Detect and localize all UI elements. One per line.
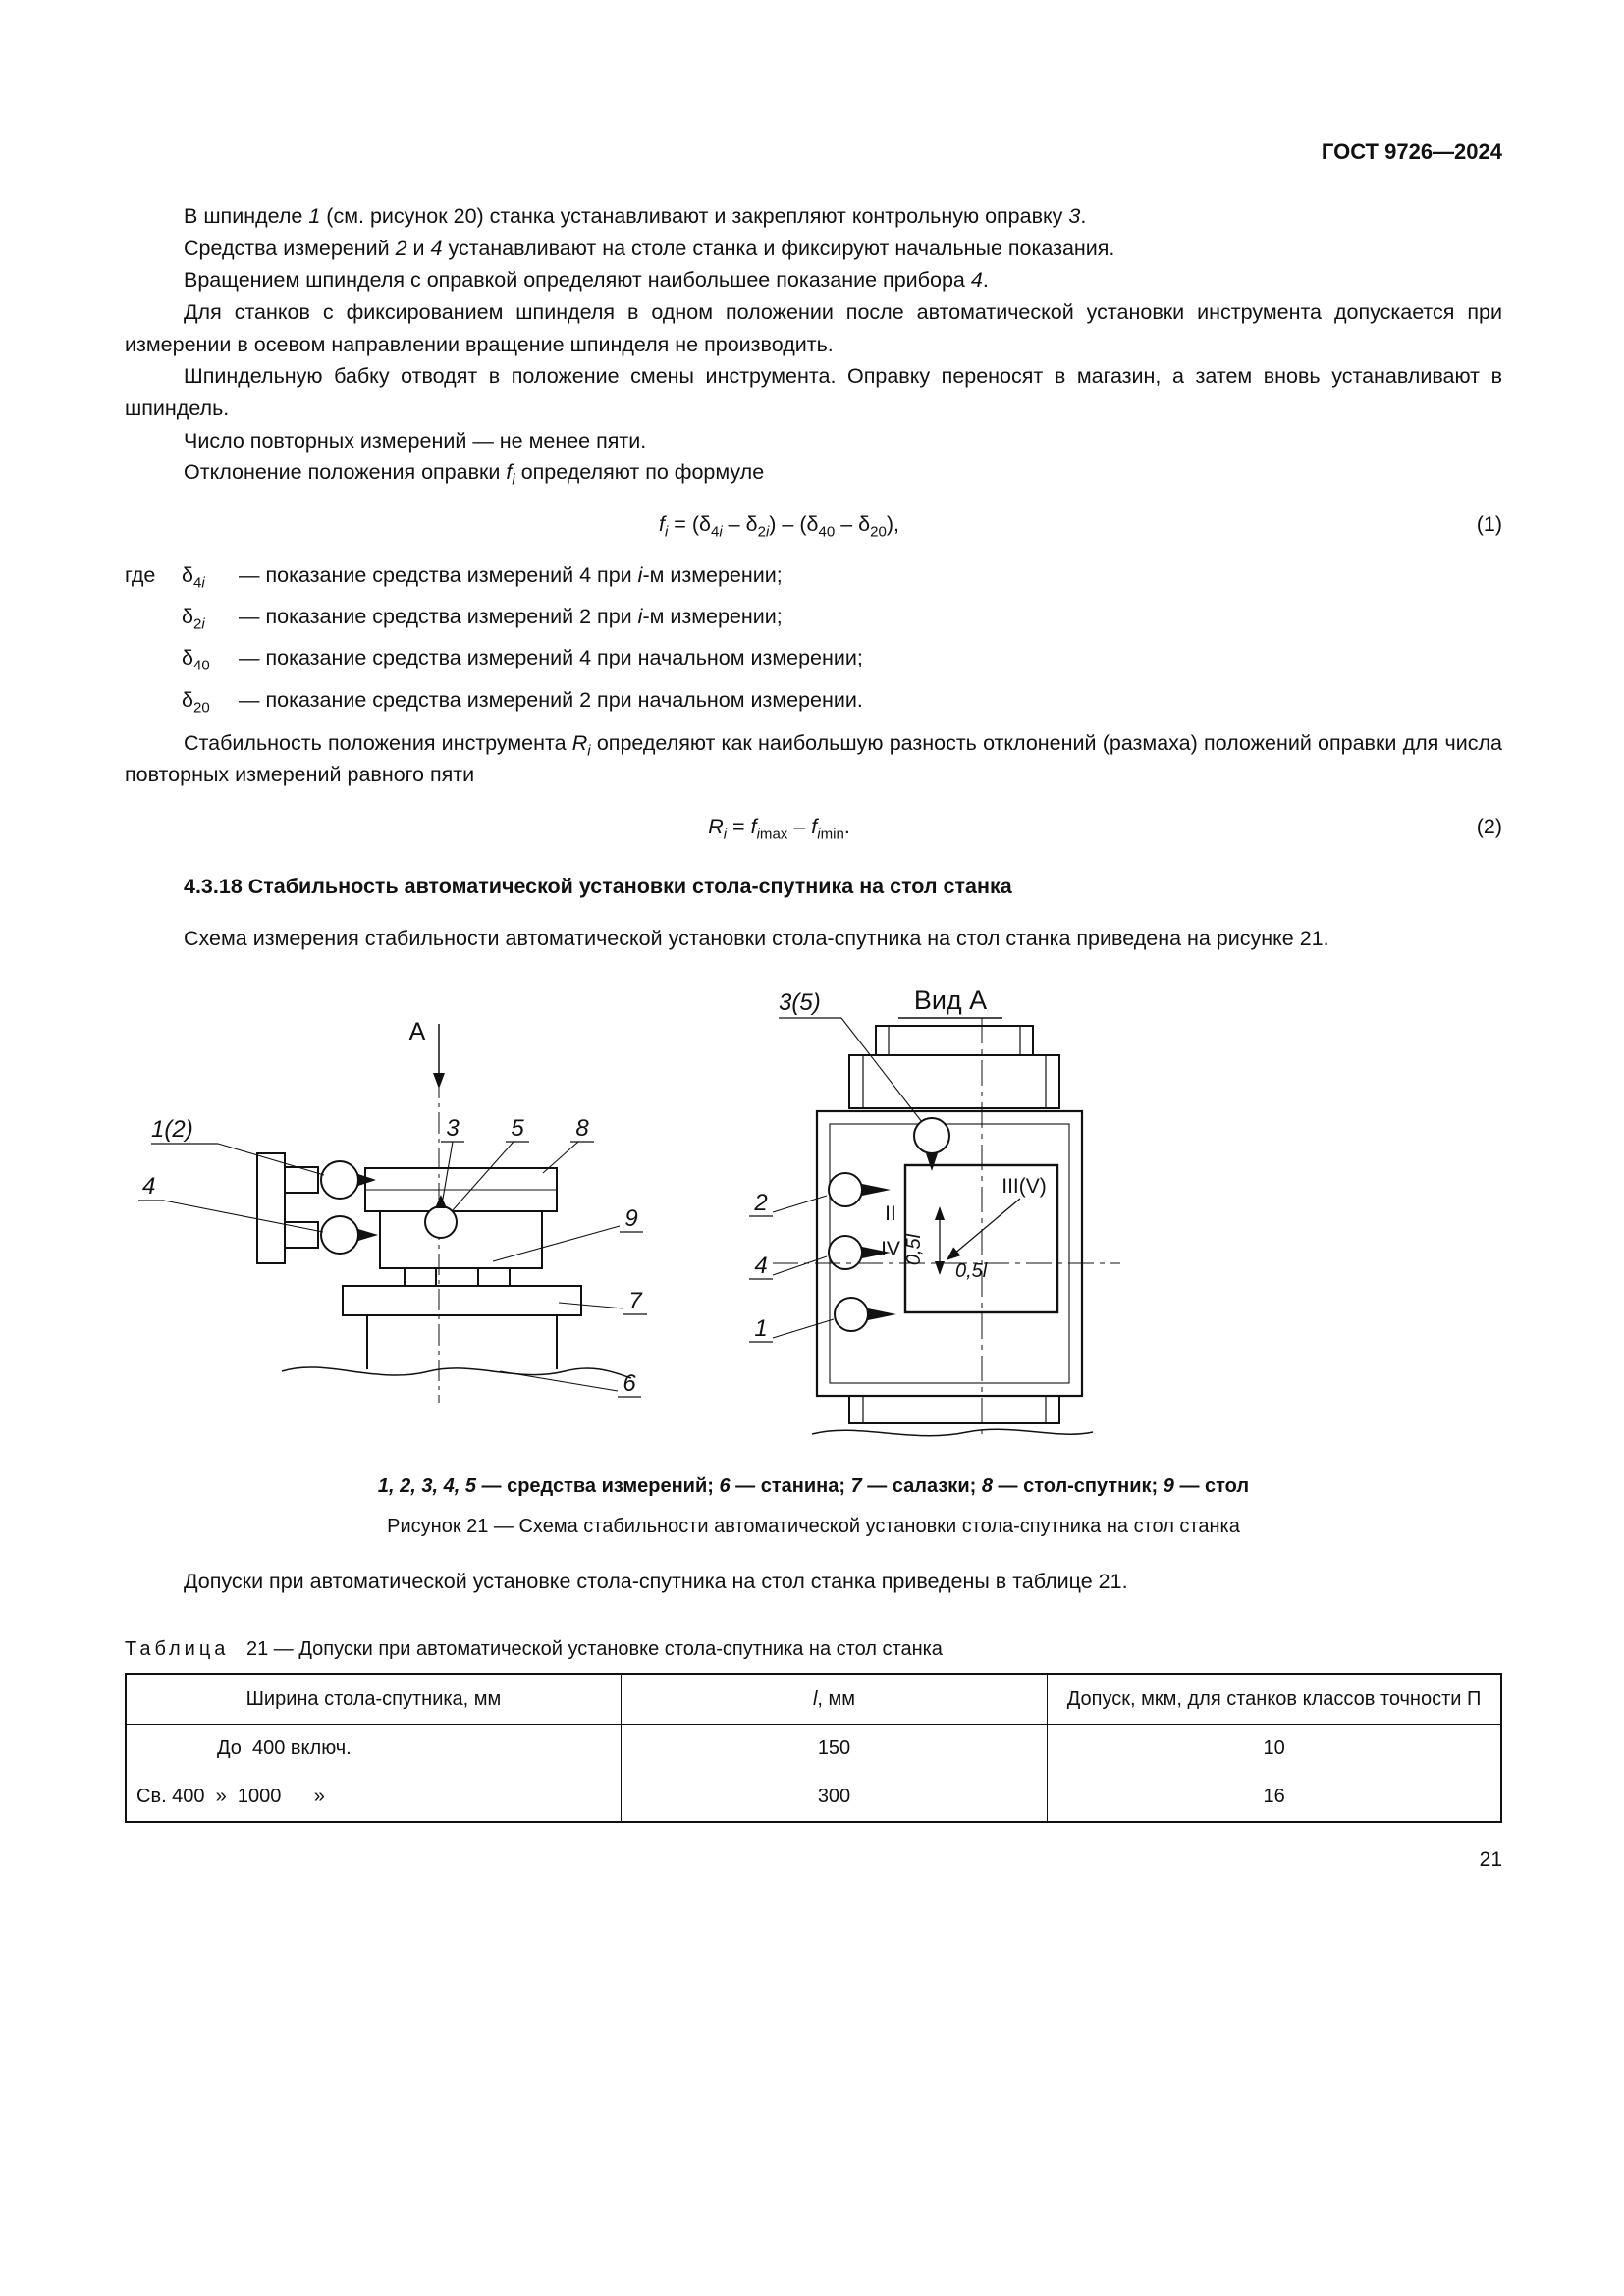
paragraph-stability: Стабильность положения инструмента $R_i$ определяют как наибольшую разность отклонений (размаха) положений оправки для числа повторных измерений равного пяти	[125, 730, 1502, 787]
measuring-device-icon	[321, 1216, 358, 1254]
left-view	[138, 1024, 647, 1403]
formula-2-expression: $R_i = f_{imax} - f_{imin}$.	[708, 815, 850, 843]
formula-2-row	[125, 815, 1502, 843]
paragraph-fixed-spindle: Для станков с фиксированием шпинделя в одном положении после автоматической установки инструмента допускается при измерении в осевом направлении вращение шпинделя не производить.	[125, 300, 1502, 356]
measuring-device-icon	[914, 1118, 949, 1153]
column-header-tolerance: Допуск, мкм, для станков классов точности П	[1048, 1674, 1501, 1725]
paragraph-repeat-count: Число повторных измерений — не менее пяти.	[184, 428, 647, 453]
definition-term: $\delta_{4i}$	[182, 563, 205, 592]
view-a-title: Вид А	[913, 985, 988, 1015]
column-header-width: Ширина стола-спутника, мм	[126, 1674, 621, 1725]
paragraph-scheme: Схема измерения стабильности автоматической установки стола-спутника на стол станка приведена на рисунке 21.	[184, 927, 1329, 951]
label-4-right: 4	[754, 1252, 768, 1279]
paragraph-headstock: Шпиндельную бабку отводят в положение смены инструмента. Оправку переносят в магазин, а затем вновь устанавливают в шпиндель.	[125, 364, 1502, 421]
page-number: 21	[1479, 1848, 1502, 1872]
label-7: 7	[628, 1287, 642, 1314]
formula-2-number: (2)	[1476, 815, 1502, 839]
definition-term: $\delta_{20}$	[182, 687, 210, 716]
measuring-device-icon	[829, 1236, 862, 1269]
definition-row	[125, 643, 1502, 673]
formula-1-row	[125, 512, 1502, 541]
view-direction-label: А	[408, 1017, 426, 1045]
definition-term: $\delta_{40}$	[182, 646, 210, 674]
dimension-leader	[947, 1199, 1020, 1259]
paragraph-deviation-intro: Отклонение положения оправки $f_i$ определяют по формуле	[184, 460, 765, 489]
definition-row	[125, 602, 1502, 632]
cell-tolerance-value: 16	[1048, 1773, 1501, 1822]
label-6: 6	[623, 1369, 636, 1397]
break-line	[812, 1429, 1093, 1435]
label-2: 2	[754, 1189, 768, 1216]
paragraph-measuring-means: Средства измерений 2 и 4 устанавливают на столе станка и фиксируют начальные показания.	[184, 236, 1115, 260]
paragraph-spindle-mandrel: В шпинделе 1 (см. рисунок 20) станка устанавливают и закрепляют контрольную оправку 3.	[184, 204, 1087, 228]
cell-width-range: До 400 включ.	[126, 1725, 621, 1774]
label-1-2: 1(2)	[151, 1115, 193, 1143]
cell-l-value: 300	[621, 1773, 1047, 1822]
definition-lead	[125, 643, 182, 673]
definition-desc: — показание средства измерений 4 при начальном измерении;	[239, 646, 863, 670]
position-label-ii: II	[885, 1201, 896, 1225]
label-1: 1	[754, 1314, 768, 1342]
position-label-iv: IV	[881, 1237, 900, 1260]
figure-caption: Рисунок 21 — Схема стабильности автоматической установки стола-спутника на стол станка	[387, 1515, 1240, 1537]
definition-desc: — показание средства измерений 2 при начальном измерении.	[239, 687, 863, 712]
section-heading-4-3-18: 4.3.18 Стабильность автоматической установки стола-спутника на стол станка	[184, 875, 1012, 899]
measuring-device-icon	[425, 1206, 457, 1238]
formula-1-expression: $f_i = (\delta_{4i} - \delta_{2i}) - (\delta_{40} - \delta_{20})$,	[659, 512, 899, 541]
figure-legend: 1, 2, 3, 4, 5 — средства измерений; 6 — станина; 7 — салазки; 8 — стол-спутник; 9 — стол	[377, 1474, 1250, 1497]
cell-width-range: Св. 400 » 1000 »	[126, 1773, 621, 1822]
label-8: 8	[575, 1114, 589, 1142]
definition-desc: — показание средства измерений 4 при i-м измерении;	[239, 563, 783, 588]
cell-tolerance-value: 10	[1048, 1725, 1501, 1774]
table-title-word: Таблица	[125, 1638, 230, 1661]
position-label-iii-v: III(V)	[1001, 1174, 1047, 1198]
table-row	[126, 1725, 1501, 1774]
view-direction-arrow	[433, 1073, 445, 1089]
label-5: 5	[511, 1114, 524, 1142]
paragraph-rotation: Вращением шпинделя с оправкой определяют наибольшее показание прибора 4.	[184, 268, 989, 293]
table-row	[126, 1773, 1501, 1822]
label-3-5: 3(5)	[779, 988, 821, 1016]
label-9: 9	[624, 1204, 638, 1232]
formula-1-number: (1)	[1476, 512, 1502, 537]
label-4-left: 4	[142, 1172, 156, 1200]
dimension-label-vertical: 0,5l	[903, 1233, 925, 1265]
definition-lead	[125, 602, 182, 632]
dimension-label-horizontal: 0,5l	[955, 1259, 988, 1282]
definition-lead: где	[125, 563, 156, 588]
table-title	[125, 1638, 1502, 1661]
table-title-rest: 21 — Допуски при автоматической установке стола-спутника на стол станка	[245, 1638, 943, 1661]
definition-desc: — показание средства измерений 2 при i-м измерении;	[239, 605, 783, 629]
definition-row	[125, 561, 1502, 591]
label-3: 3	[446, 1114, 460, 1142]
measuring-device-icon	[829, 1173, 862, 1206]
document-header: ГОСТ 9726—2024	[1321, 139, 1502, 164]
definition-lead	[125, 685, 182, 716]
definition-row	[125, 685, 1502, 716]
definition-term: $\delta_{2i}$	[182, 605, 205, 633]
tolerance-table	[125, 1673, 1502, 1823]
paragraph-tolerances: Допуски при автоматической установке стола-спутника на стол станка приведены в таблице 21.	[184, 1569, 1128, 1593]
definitions-list	[125, 561, 1502, 716]
figure-21-diagram	[125, 979, 1126, 1469]
table-header-row	[126, 1674, 1501, 1725]
diagram-labels	[142, 986, 1047, 1397]
measuring-device-icon	[835, 1298, 868, 1331]
cell-l-value: 150	[621, 1725, 1047, 1774]
bed-break-line	[282, 1367, 631, 1378]
measuring-device-icon	[321, 1161, 358, 1199]
column-header-l: l, мм	[621, 1674, 1047, 1725]
figure-21	[125, 979, 1502, 1538]
right-view	[749, 1018, 1120, 1440]
